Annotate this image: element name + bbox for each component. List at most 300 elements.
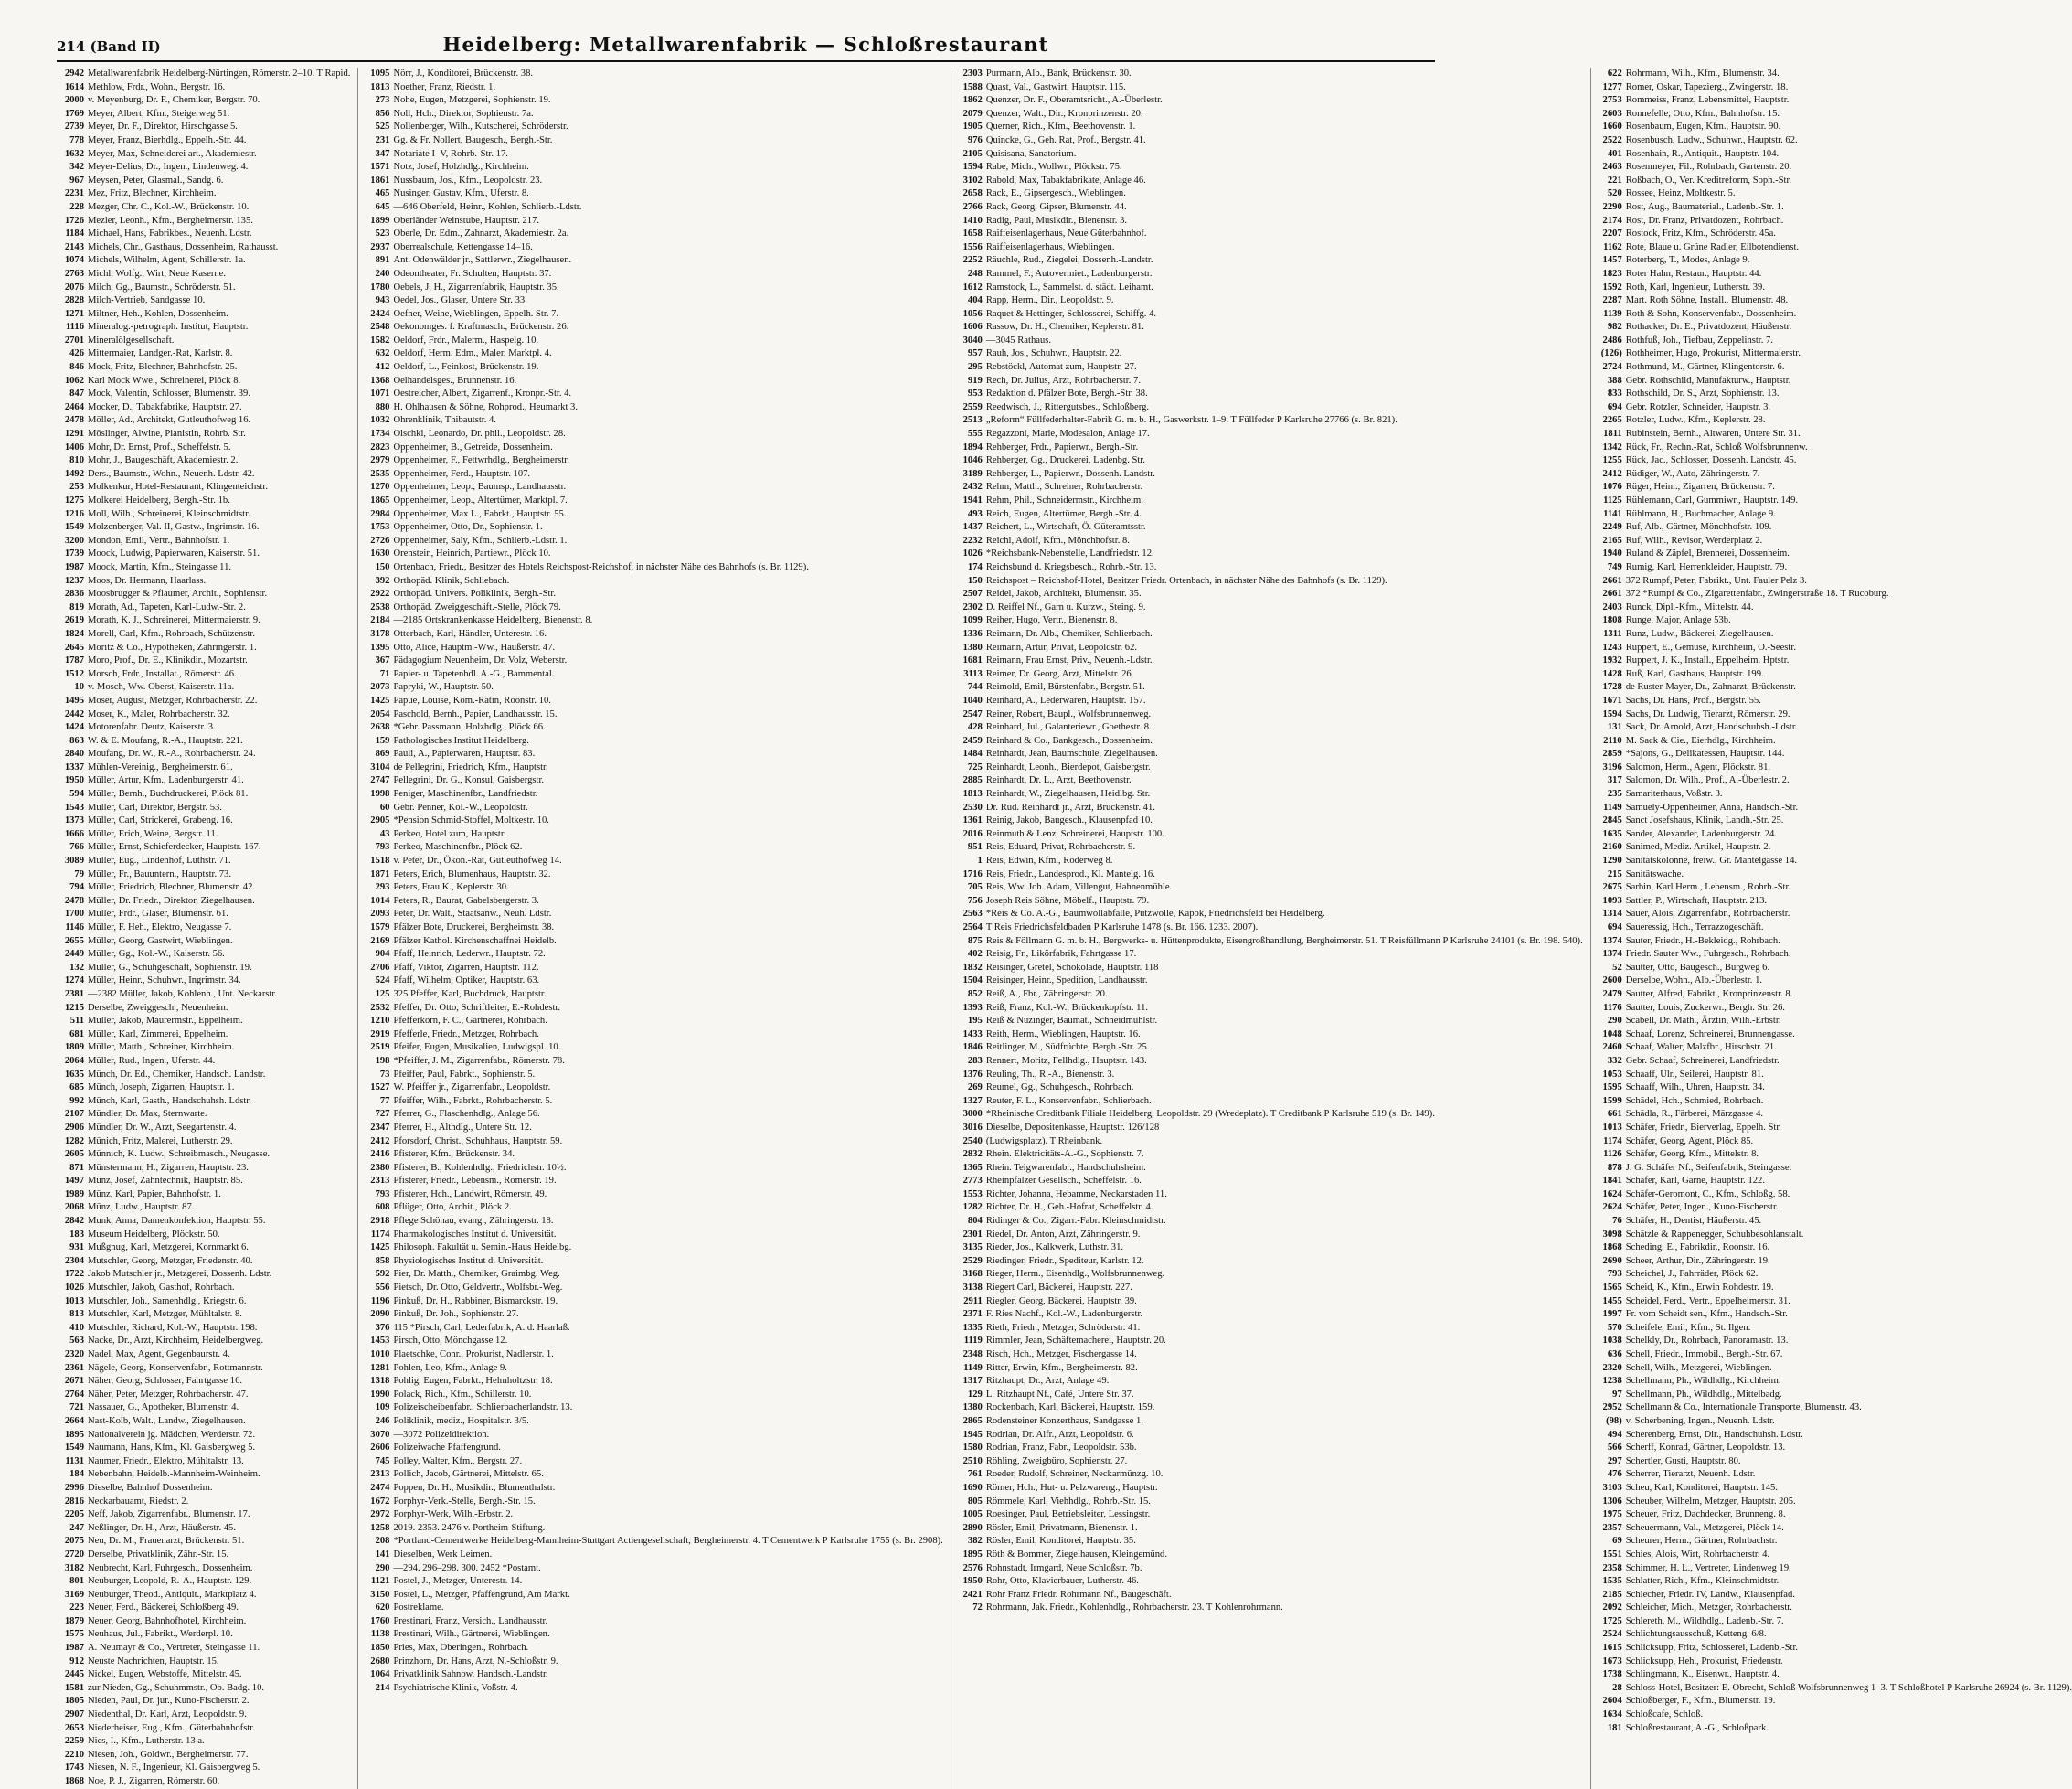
phone-number: 3040: [962, 335, 983, 346]
list-item: [1595, 535, 2072, 548]
list-item: [955, 735, 1583, 749]
entry-text: Oppenheimer, Leop., Baumsp., Landhausstr.: [393, 482, 567, 493]
list-item: [362, 1175, 942, 1188]
list-item: [1595, 1282, 2072, 1295]
phone-number: 1861: [370, 175, 390, 186]
list-item: [1595, 1229, 2072, 1242]
list-item: [57, 1442, 350, 1455]
list-item: [1595, 161, 2072, 175]
list-item: [1595, 241, 2072, 255]
entry-text: Richter, Johanna, Hebamme, Neckarstaden 11.: [985, 1188, 1167, 1199]
list-item: [362, 828, 942, 842]
entry-text: Gebr. Schaaf, Schreinerei, Landfriedstr.: [1625, 1055, 1780, 1066]
list-item: [955, 761, 1583, 775]
entry-text: Postel, L., Metzger, Pfaffengrund, Am Markt.: [393, 1589, 570, 1600]
entry-text: Röth & Bommer, Ziegelhausen, Kleingemünd.: [985, 1549, 1167, 1560]
list-item: [362, 1215, 942, 1229]
list-item: [1595, 94, 2072, 108]
entry-text: Müller, Carl, Direktor, Bergstr. 53.: [88, 802, 222, 813]
phone-number: 1138: [370, 1629, 390, 1640]
phone-number: 1243: [1602, 642, 1622, 653]
entry-text: Müller, Bernh., Buchdruckerei, Plöck 81.: [88, 789, 249, 800]
entry-text: Molzenberger, Val. II, Gastw., Ingrimstr. 16.: [88, 522, 260, 533]
phone-number: 2753: [1602, 95, 1622, 106]
entry-text: Pfisterer, Friedr., Lebensm., Römerstr. 19.: [393, 1176, 557, 1187]
list-item: [955, 1455, 1583, 1469]
phone-number: 2519: [370, 1042, 390, 1053]
entry-text: Rück, Jac., Schlosser, Dossenh. Landstr. 45.: [1625, 455, 1797, 466]
entry-text: Niesen, Joh., Goldwr., Bergheimerstr. 77.: [88, 1749, 249, 1760]
entry-text: Ruppert, J. K., Install., Eppelheim. Hptstr.: [1625, 655, 1790, 666]
entry-text: Pädagogium Neuenheim, Dr. Volz, Weberstr.: [393, 655, 568, 666]
entry-text: zur Nieden, Gg., Schuhmmstr., Ob. Badg. 10.: [88, 1682, 265, 1693]
list-item: [1595, 1602, 2072, 1615]
phone-number: 1673: [1602, 1656, 1622, 1667]
entry-text: Sauter, Friedr., H.-Bekleidg., Rohrbach.: [1625, 935, 1780, 946]
phone-number: 1760: [370, 1615, 390, 1626]
phone-number: 1780: [370, 282, 390, 293]
entry-text: Noether, Franz, Riedstr. 1.: [393, 81, 496, 92]
phone-number: 1865: [370, 495, 390, 506]
phone-number: 2645: [64, 642, 84, 653]
list-item: [57, 308, 350, 322]
phone-number: 402: [967, 949, 983, 960]
phone-number: 1811: [1603, 429, 1622, 440]
entry-text: Rothheimer, Hugo, Prokurist, Mittermaierstr.: [1625, 348, 1801, 359]
list-item: [1595, 735, 2072, 749]
list-item: [1595, 1628, 2072, 1642]
phone-number: 636: [1607, 1349, 1622, 1359]
list-item: [1595, 347, 2072, 361]
phone-number: 804: [967, 1216, 983, 1227]
phone-number: 705: [967, 882, 983, 893]
entry-text: Nies, I., Kfm., Lutherstr. 13 a.: [88, 1736, 205, 1747]
entry-text: Münnich, K. Ludw., Schreibmasch., Neugasse.: [88, 1149, 271, 1160]
list-item: [955, 815, 1583, 828]
phone-number: 1987: [64, 561, 84, 572]
list-item: [1595, 1308, 2072, 1322]
phone-number: 793: [375, 1188, 390, 1199]
list-item: [955, 614, 1583, 628]
list-item: [362, 748, 942, 761]
list-item: [1595, 1615, 2072, 1629]
entry-text: Morsch, Frdr., Installat., Römerstr. 46.: [88, 668, 237, 679]
phone-number: 1174: [370, 1229, 390, 1240]
list-item: [362, 1508, 942, 1522]
phone-number: 761: [967, 1469, 983, 1480]
list-item: [57, 1775, 350, 1789]
entry-text: Reimann, Dr. Alb., Chemiker, Schlierbach.: [985, 628, 1153, 639]
phone-number: 556: [375, 1283, 390, 1294]
list-item: [955, 1175, 1583, 1188]
entry-text: Riedel, Dr. Anton, Arzt, Zähringerstr. 9.: [985, 1229, 1141, 1240]
entry-text: Dieselbe, Depositenkasse, Hauptstr. 126/128: [985, 1122, 1160, 1133]
phone-number: 2347: [370, 1122, 390, 1133]
phone-number: 125: [375, 988, 390, 999]
phone-number: 2092: [1602, 1603, 1622, 1613]
entry-text: Rockenbach, Karl, Bäckerei, Hauptstr. 159.: [985, 1402, 1155, 1413]
list-item: [362, 535, 942, 548]
entry-text: Reichert, L., Wirtschaft, Ö. Güteramtsstr.: [985, 522, 1146, 533]
list-item: [362, 1188, 942, 1202]
list-item: [362, 1002, 942, 1016]
entry-text: Pflüger, Otto, Archit., Plöck 2.: [393, 1202, 512, 1213]
entry-text: Raiffeisenlagerhaus, Neue Güterbahnhof.: [985, 229, 1147, 240]
list-item: [955, 1148, 1583, 1162]
phone-number: 2421: [962, 1589, 983, 1600]
entry-text: Morell, Carl, Kfm., Rohrbach, Schützenstr.: [88, 628, 256, 639]
list-item: [362, 761, 942, 775]
list-item: [1595, 948, 2072, 962]
entry-text: Museum Heidelberg, Plöckstr. 50.: [88, 1229, 220, 1240]
list-item: [1595, 254, 2072, 268]
entry-text: Rost, Dr. Franz, Privatdozent, Rohrbach.: [1625, 215, 1784, 226]
entry-text: Peters, Erich, Blumenhaus, Hauptstr. 32.: [393, 868, 551, 879]
entry-text: Salomon, Dr. Wilh., Prof., A.-Überlestr. 2.: [1625, 775, 1790, 786]
phone-number: 661: [1607, 1109, 1622, 1120]
entry-text: —294. 296–298. 300. 2452 *Postamt.: [393, 1562, 541, 1573]
entry-text: Polley, Walter, Kfm., Bergstr. 27.: [393, 1455, 523, 1466]
phone-number: 1149: [1603, 802, 1622, 813]
list-item: [955, 748, 1583, 761]
entry-text: Mittermaier, Landger.-Rat, Karlstr. 8.: [88, 348, 233, 359]
list-item: [955, 881, 1583, 895]
list-item: [1595, 695, 2072, 708]
phone-number: 1932: [1602, 655, 1622, 666]
entry-text: Naumer, Friedr., Elektro, Mühltalstr. 13.: [88, 1455, 244, 1466]
entry-text: Rück, Fr., Rechn.-Rat, Schloß Wolfsbrunnenw.: [1625, 442, 1808, 453]
phone-number: 1895: [962, 1549, 983, 1560]
list-item: [1595, 134, 2072, 148]
phone-number: 2720: [64, 1549, 84, 1560]
entry-text: Pfeifer, Eugen, Musikalien, Ludwigspl. 10.: [393, 1042, 561, 1053]
entry-text: Reinmuth & Lenz, Schreinerei, Hauptstr. 100.: [985, 828, 1164, 839]
phone-number: 2952: [1602, 1402, 1622, 1413]
list-item: [1595, 1122, 2072, 1135]
entry-text: Reumel, Gg., Schuhgesch., Rohrbach.: [985, 1082, 1134, 1093]
phone-number: 2079: [962, 108, 983, 119]
list-item: [1595, 761, 2072, 775]
phone-number: 1374: [1602, 935, 1622, 946]
phone-number: 2265: [1602, 415, 1622, 426]
list-item: [955, 508, 1583, 522]
phone-number: 1551: [1602, 1549, 1622, 1560]
directory-columns: [57, 68, 2072, 1786]
list-item: [955, 868, 1583, 882]
phone-number: 2972: [370, 1509, 390, 1520]
entry-text: Müller, Georg, Gastwirt, Wieblingen.: [88, 935, 233, 946]
list-item: [57, 1522, 350, 1536]
list-item: [1595, 895, 2072, 909]
entry-text: 325 Pfeffer, Karl, Buchdruck, Hauptstr.: [393, 988, 547, 999]
entry-text: Morath, K. J., Schreinerei, Mittermaierstr. 9.: [88, 615, 260, 626]
list-item: [955, 428, 1583, 442]
phone-number: 1076: [1602, 482, 1622, 493]
entry-text: Rehberger, Gg., Druckerei, Ladenbg. Str.: [985, 455, 1145, 466]
phone-number: 2564: [962, 922, 983, 932]
phone-number: 1899: [370, 215, 390, 226]
entry-text: Müller, Heinr., Schuhwr., Ingrimstr. 34.: [88, 975, 241, 986]
phone-number: 766: [69, 842, 84, 853]
entry-text: Schloßcafe, Schloß.: [1625, 1709, 1704, 1720]
phone-number: 1975: [1602, 1509, 1622, 1520]
list-item: [57, 254, 350, 268]
phone-number: 1895: [64, 1429, 84, 1440]
list-item: [57, 1455, 350, 1469]
list-item: [1595, 602, 2072, 615]
entry-text: Rothfuß, Joh., Tiefbau, Zeppelinstr. 7.: [1625, 335, 1773, 346]
phone-number: 813: [69, 1309, 84, 1320]
list-item: [57, 414, 350, 428]
list-item: [955, 1282, 1583, 1295]
phone-number: 2906: [64, 1122, 84, 1133]
phone-number: 685: [69, 1082, 84, 1093]
list-item: [57, 428, 350, 442]
list-item: [955, 121, 1583, 134]
phone-number: 1595: [1602, 1082, 1622, 1093]
entry-text: —3072 Polizeidirektion.: [393, 1429, 490, 1440]
list-item: [57, 1055, 350, 1069]
entry-text: Nusinger, Gustav, Kfm., Uferstr. 8.: [393, 188, 529, 199]
entry-text: de Ruster-Mayer, Dr., Zahnarzt, Brückenstr.: [1625, 682, 1796, 693]
list-item: [362, 241, 942, 255]
list-item: [362, 841, 942, 855]
entry-text: Rühlemann, Carl, Gummiwr., Hauptstr. 149.: [1625, 495, 1799, 506]
entry-text: Nussbaum, Jos., Kfm., Leopoldstr. 23.: [393, 175, 543, 186]
list-item: [1595, 1709, 2072, 1722]
entry-text: Mündler, Dr. Max, Sternwarte.: [88, 1109, 207, 1120]
phone-number: 2348: [962, 1349, 983, 1359]
entry-text: Pfeffer, Dr. Otto, Schriftleiter, E.-Rohdestr.: [393, 1002, 560, 1013]
phone-number: 2110: [1603, 735, 1622, 746]
entry-text: Romer, Oskar, Tapezierg., Zwingerstr. 18.: [1625, 81, 1789, 92]
phone-number: 1314: [1602, 909, 1622, 920]
entry-text: Pirsch, Otto, Mönchgasse 12.: [393, 1336, 508, 1347]
phone-number: 1433: [962, 1028, 983, 1039]
entry-text: Reis & Föllmann G. m. b. H., Bergwerks- u. Hüttenprodukte, Eisengroßhandlung, Bergheimerstr. 51. T Reisfüllmann P Karlsruhe 24101 (s. Br. 198. 540).: [985, 935, 1583, 946]
entry-text: *Sajons, G., Delikatessen, Hauptstr. 144.: [1625, 749, 1785, 760]
phone-number: 1176: [1603, 1002, 1622, 1013]
entry-text: Fr. vom Scheidt sen., Kfm., Handsch.-Str.: [1625, 1309, 1788, 1320]
list-item: [362, 548, 942, 561]
entry-text: Münz, Josef, Zahntechnik, Hauptstr. 85.: [88, 1176, 243, 1187]
phone-number: 2524: [1602, 1629, 1622, 1640]
entry-text: Radig, Paul, Musikdir., Bienenstr. 3.: [985, 215, 1128, 226]
entry-text: Sanitätskolonne, freiw., Gr. Mantelgasse 14.: [1625, 856, 1798, 867]
entry-text: Rehm, Phil., Schneidermstr., Kirchheim.: [985, 495, 1143, 506]
entry-text: Mondon, Emil, Vertr., Bahnhofstr. 1.: [88, 535, 230, 546]
entry-text: Pferrer, G., Flaschenhdlg., Anlage 56.: [393, 1109, 540, 1120]
phone-number: 1671: [1602, 695, 1622, 706]
phone-number: 1064: [370, 1669, 390, 1680]
entry-text: Rauh, Jos., Schuhwr., Hauptstr. 22.: [985, 348, 1122, 359]
phone-number: 174: [967, 561, 983, 572]
phone-number: 1215: [64, 1002, 84, 1013]
entry-text: Rote, Blaue u. Grüne Radler, Eilbotendienst.: [1625, 241, 1800, 252]
phone-number: 2054: [370, 708, 390, 719]
phone-number: 2606: [370, 1443, 390, 1454]
list-item: [955, 988, 1583, 1002]
entry-text: Schloßrestaurant, A.-G., Schloßpark.: [1625, 1722, 1769, 1733]
entry-text: Rabold, Max, Tabakfabrikate, Anlage 46.: [985, 175, 1146, 186]
phone-number: 847: [69, 389, 84, 399]
entry-text: Römer, Hch., Hut- u. Pelzwareng., Hauptstr.: [985, 1482, 1158, 1493]
phone-number: 1945: [962, 1429, 983, 1440]
entry-text: Michl, Wolfg., Wirt, Neue Kaserne.: [88, 268, 227, 279]
phone-number: 1535: [1602, 1576, 1622, 1587]
entry-text: Rühlmann, H., Buchmacher, Anlage 9.: [1625, 508, 1776, 519]
list-item: [57, 215, 350, 229]
list-item: [1595, 1081, 2072, 1095]
entry-text: Rack, Georg, Gipser, Blumenstr. 44.: [985, 201, 1127, 212]
phone-number: 1690: [962, 1482, 983, 1493]
phone-number: 332: [1607, 1055, 1622, 1066]
entry-text: Schell, Wilh., Metzgerei, Wieblingen.: [1625, 1362, 1772, 1373]
phone-number: 1813: [370, 81, 390, 92]
entry-text: Rehberger, L., Papierwr., Dossenh. Landstr.: [985, 468, 1155, 479]
entry-text: Rebstöckl, Automat zum, Hauptstr. 27.: [985, 362, 1137, 373]
entry-text: Raquet & Hettinger, Schlosserei, Schiffg. 4.: [985, 308, 1157, 319]
entry-text: Molkerei Heidelberg, Bergh.-Str. 1b.: [88, 495, 230, 506]
phone-number: 1425: [370, 695, 390, 706]
list-item: [1595, 1108, 2072, 1122]
phone-number: 1681: [962, 655, 983, 666]
entry-text: Derselbe, Zweiggesch., Neuenheim.: [88, 1002, 228, 1013]
phone-number: 1149: [963, 1362, 983, 1373]
entry-text: 115 *Pirsch, Carl, Lederfabrik, A. d. Haarlaß.: [393, 1322, 570, 1333]
phone-number: 1013: [1602, 1122, 1622, 1133]
phone-number: 1850: [370, 1643, 390, 1654]
entry-text: Rhein. Elektricitäts-A.-G., Sophienstr. 7.: [985, 1149, 1144, 1160]
phone-number: 2675: [1602, 882, 1622, 893]
entry-text: Pries, Max, Oberingen., Rohrbach.: [393, 1643, 529, 1654]
entry-text: Rubinstein, Bernh., Altwaren, Untere Str. 31.: [1625, 429, 1801, 440]
list-item: [1595, 68, 2072, 81]
entry-text: Poppen, Dr. H., Musikdir., Blumenthalstr.: [393, 1482, 556, 1493]
phone-number: 1579: [370, 922, 390, 932]
list-item: [1595, 1322, 2072, 1336]
list-item: [362, 68, 942, 81]
list-item: [955, 68, 1583, 81]
phone-number: 2653: [64, 1722, 84, 1733]
phone-number: 3189: [962, 468, 983, 479]
list-item: [57, 161, 350, 175]
entry-text: Karl Mock Wwe., Schreinerei, Plöck 8.: [88, 375, 241, 386]
phone-number: 2184: [370, 615, 390, 626]
list-item: [955, 1162, 1583, 1176]
list-item: [1595, 1095, 2072, 1109]
phone-number: 875: [967, 935, 983, 946]
entry-text: Philosoph. Fakultät u. Semin.-Haus Heidelbg.: [393, 1242, 572, 1253]
list-item: [362, 1282, 942, 1295]
list-item: [1595, 774, 2072, 788]
phone-number: 1905: [962, 122, 983, 133]
phone-number: 1146: [65, 922, 84, 932]
phone-number: 2380: [370, 1162, 390, 1173]
phone-number: 1455: [1602, 1295, 1622, 1306]
phone-number: 1660: [1602, 122, 1622, 133]
list-item: [1595, 1201, 2072, 1215]
list-item: [1595, 1429, 2072, 1443]
entry-text: Roßbach, O., Ver. Kreditreform, Soph.-Str.: [1625, 175, 1792, 186]
list-item: [1595, 468, 2072, 482]
entry-text: Reiß & Nuzinger, Baumat., Schneidmühlstr.: [985, 1016, 1158, 1027]
list-item: [362, 614, 942, 628]
entry-text: Nationalverein jg. Mädchen, Werderstr. 72.: [88, 1429, 256, 1440]
list-item: [955, 108, 1583, 122]
phone-number: 931: [69, 1242, 84, 1253]
entry-text: Müller, Karl, Zimmerei, Eppelheim.: [88, 1028, 228, 1039]
phone-number: 3200: [64, 535, 84, 546]
phone-number: 2064: [64, 1055, 84, 1066]
entry-text: Münz, Karl, Papier, Bahnhofstr. 1.: [88, 1188, 221, 1199]
phone-number: 1038: [1602, 1336, 1622, 1347]
phone-number: 1615: [1602, 1643, 1622, 1654]
entry-text: Schäfer, Karl, Garne, Hauptstr. 122.: [1625, 1176, 1765, 1187]
list-item: [57, 321, 350, 335]
phone-number: 215: [1607, 868, 1622, 879]
list-item: [1595, 495, 2072, 508]
phone-number: 2842: [64, 1216, 84, 1227]
phone-number: 1074: [64, 255, 84, 266]
phone-number: 2412: [370, 1135, 390, 1146]
phone-number: 2576: [962, 1562, 983, 1573]
phone-number: 476: [1607, 1469, 1622, 1480]
phone-number: 2563: [962, 909, 983, 920]
entry-text: Münstermann, H., Zigarren, Hauptstr. 23.: [88, 1162, 249, 1173]
phone-number: 632: [375, 348, 390, 359]
list-item: [362, 695, 942, 708]
entry-text: Quincke, G., Geh. Rat, Prof., Bergstr. 41.: [985, 134, 1146, 145]
list-item: [362, 228, 942, 241]
phone-number: 132: [69, 962, 84, 973]
list-item: [57, 974, 350, 988]
entry-text: Reinhardt, W., Ziegelhausen, Heidlbg. Str.: [985, 789, 1151, 800]
list-item: [955, 254, 1583, 268]
directory-column-4: [1590, 68, 2072, 1789]
entry-text: Müller, Carl, Strickerei, Grabeng. 16.: [88, 815, 233, 826]
list-item: [1595, 855, 2072, 868]
list-item: [362, 375, 942, 389]
list-item: [955, 788, 1583, 802]
phone-number: 3168: [962, 1269, 983, 1280]
list-item: [57, 1722, 350, 1736]
phone-number: 1787: [64, 655, 84, 666]
entry-text: Schimmer, H. L., Vertreter, Lindenweg 19.: [1625, 1562, 1791, 1573]
list-item: [1595, 1668, 2072, 1682]
entry-text: Moosbrugger & Pflaumer, Archit., Sophienstr.: [88, 589, 268, 600]
entry-text: Otto, Alice, Hauptm.-Ww., Häußerstr. 47.: [393, 642, 556, 653]
list-item: [57, 628, 350, 642]
phone-number: 2658: [962, 188, 983, 199]
list-item: [57, 495, 350, 508]
entry-text: *Reis & Co. A.-G., Baumwollabfälle, Putzwolle, Kapok, Friedrichsfeld bei Heidelberg.: [985, 909, 1325, 920]
list-item: [1595, 1455, 2072, 1469]
entry-text: Sautter, Louis, Zuckerwr., Bergh. Str. 26.: [1625, 1002, 1785, 1013]
entry-text: Pinkuß, Dr. Joh., Sophienstr. 27.: [393, 1309, 519, 1320]
list-item: [955, 535, 1583, 548]
list-item: [57, 454, 350, 468]
entry-text: Rack, E., Gipsergesch., Wieblingen.: [985, 188, 1126, 199]
list-item: [1595, 1295, 2072, 1309]
list-item: [955, 974, 1583, 988]
entry-text: Mezger, Chr. C., Kol.-W., Brückenstr. 10.: [88, 201, 250, 212]
list-item: [57, 1589, 350, 1603]
list-item: [362, 1268, 942, 1282]
list-item: [955, 1389, 1583, 1402]
phone-number: 2661: [1602, 575, 1622, 586]
list-item: [1595, 268, 2072, 282]
